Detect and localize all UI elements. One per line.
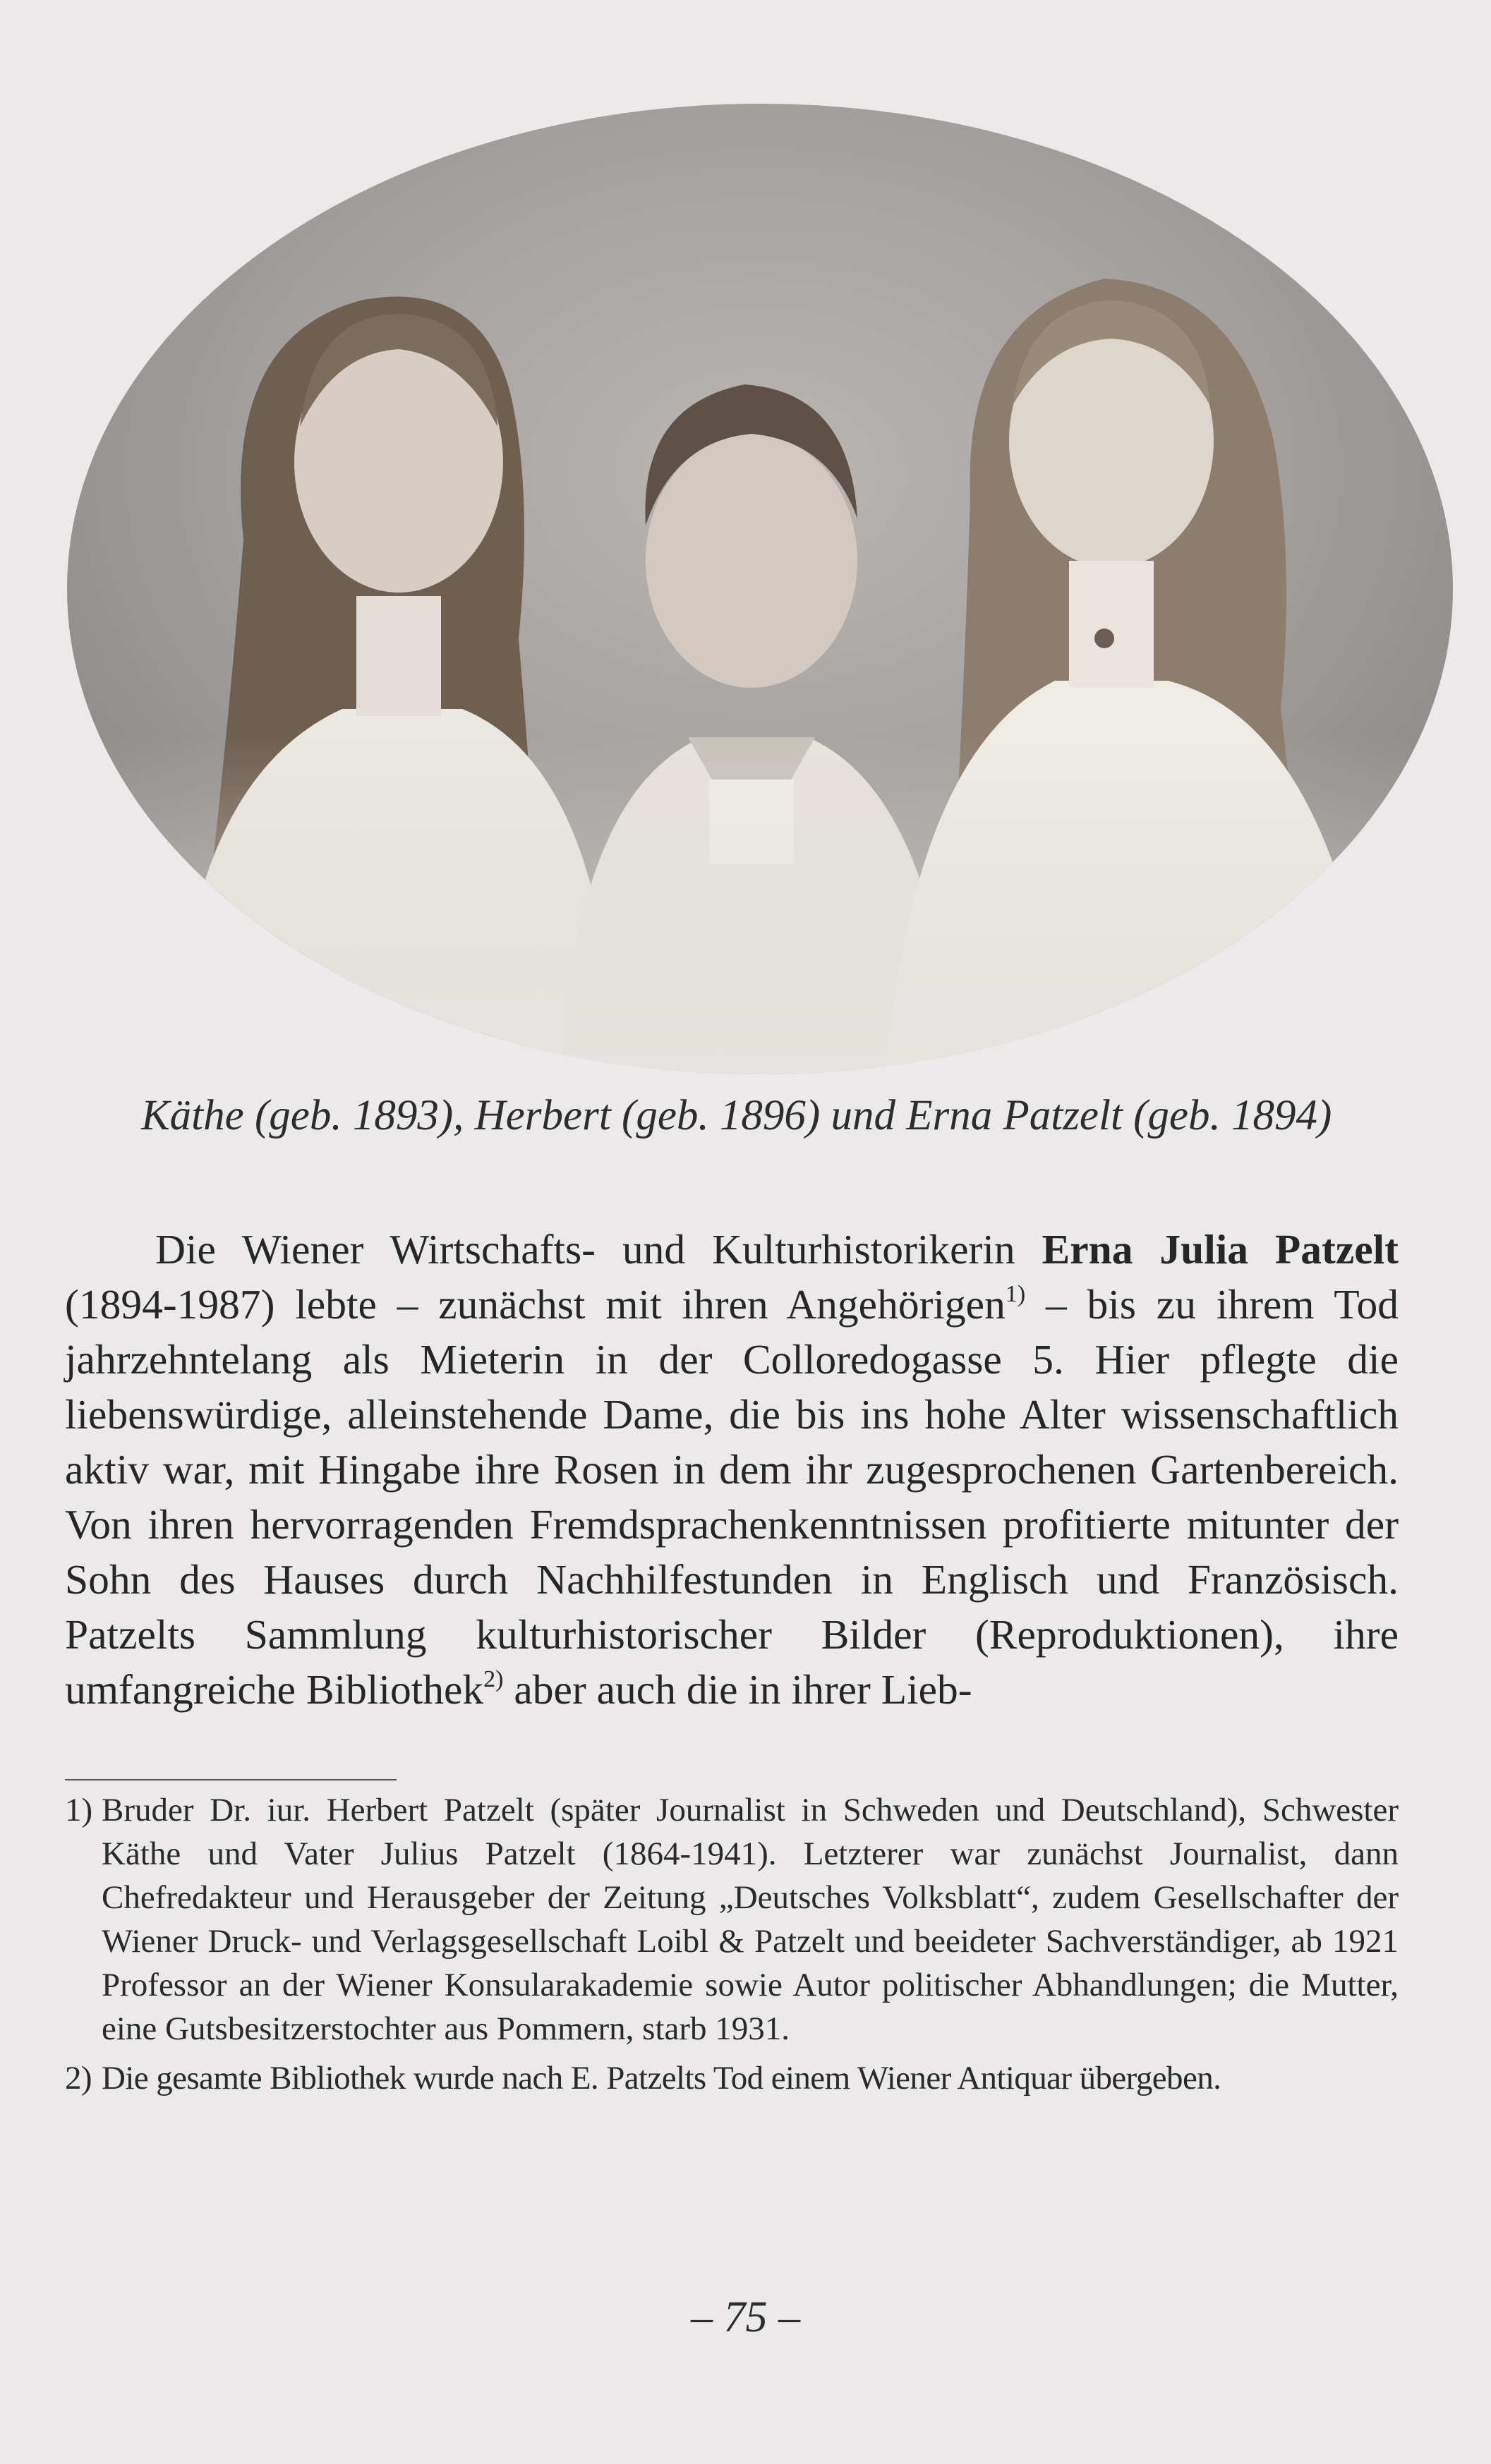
photo-caption: Käthe (geb. 1893), Herbert (geb. 1896) und Erna Patzelt (geb. 1894) <box>141 1092 1332 1139</box>
footnote-number: 2) <box>65 2060 92 2096</box>
body-text-part3: – bis zu ihrem Tod jahrzehntelang als Mieterin in der Colloredogasse 5. Hier pflegte die liebenswürdige, alleinstehende Dame, die bis ins hohe Alter wissenschaftlich aktiv war, mit Hingabe ihre Rosen in dem ihr zugesprochenen Gartenbereich. Von ihren hervorragenden Fremdsprachenkenntnissen profitierte mitunter der Sohn des Hauses durch Nachhilfestunden in Englisch und Französisch. Patzelts Sammlung kulturhistorischer Bilder (Reproduktionen), ihre umfangreiche Bibliothek <box>65 1281 1399 1713</box>
portrait-photo-icon <box>67 102 1454 1076</box>
footnote-1 <box>65 1788 1399 2051</box>
body-text-part4: aber auch die in ihrer Lieb- <box>503 1666 972 1713</box>
footnote-text: Die gesamte Bibliothek wurde nach E. Patzelts Tod einem Wiener Antiquar übergeben. <box>102 2060 1221 2096</box>
body-text-intro: Die Wiener Wirtschafts- und Kulturhistorikerin <box>155 1226 1042 1273</box>
footnote-2 <box>65 2056 1399 2100</box>
body-paragraph <box>65 1222 1399 1717</box>
footnote-ref-1[interactable]: 1) <box>1005 1281 1026 1307</box>
person-name: Erna Julia Patzelt <box>1042 1226 1399 1273</box>
footnotes <box>65 1788 1399 2100</box>
footnote-text: Bruder Dr. iur. Herbert Patzelt (später Journalist in Schweden und Deutschland), Schwester Käthe und Vater Julius Patzelt (1864-1941). Letzterer war zunächst Journalist, dann Chefredakteur und Herausgeber der Zeitung „Deutsches Volksblatt“, zudem Gesellschafter der Wiener Druck- und Verlagsgesellschaft Loibl & Patzelt und beeideter Sachverständiger, ab 1921 Professor an der Wiener Konsularakademie sowie Autor politischer Abhandlungen; die Mutter, eine Gutsbesitzerstochter aus Pommern, starb 1931. <box>102 1792 1399 2047</box>
footnote-number: 1) <box>65 1792 93 1828</box>
footnote-divider <box>65 1779 397 1780</box>
page-number: – 75 – <box>691 2293 800 2341</box>
footnote-ref-2[interactable]: 2) <box>483 1666 504 1692</box>
portrait-photo <box>67 102 1454 1076</box>
body-text-part2: (1894-1987) lebte – zunächst mit ihren Angehörigen <box>65 1281 1006 1328</box>
